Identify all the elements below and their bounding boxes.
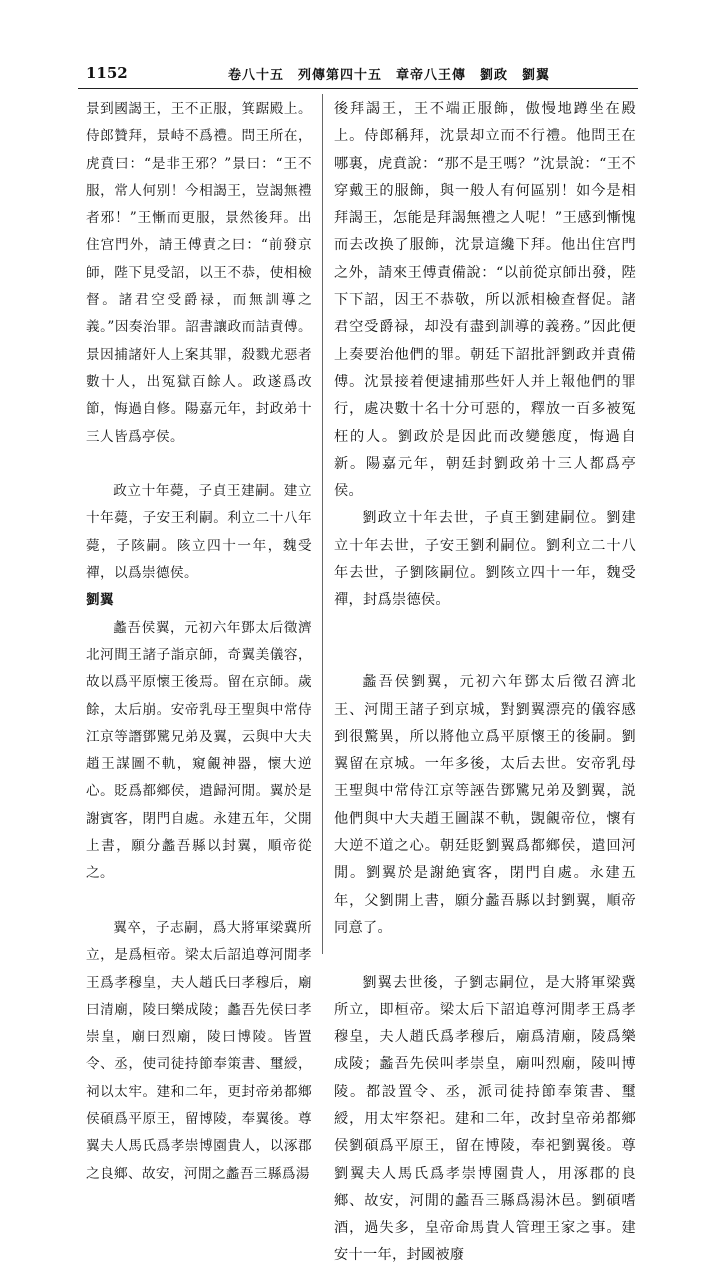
classical-text-column: [86, 96, 312, 1188]
classical-paragraph-3: 蠡吾侯翼，元初六年鄧太后徵濟北河間王諸子詣京師，奇翼美儀容，故以爲平原懷王後焉。留在京師。歲餘，太后崩。安帝乳母王聖與中常侍江京等譖鄧騭兄弟及翼，云與中大夫趙王謀圖不軌，窺覦神器，懷大逆心。貶爲都鄉侯，遣歸河閒。翼於是謝賓客，閉門自處。永建五年，父開上書，願分蠡吾縣以封翼，順帝從之。: [86, 619, 312, 882]
running-head: 卷八十五 列傳第四十五 章帝八王傳 劉政 劉翼: [228, 68, 551, 83]
translation-column: [334, 96, 636, 1270]
section-title: 劉翼: [86, 592, 114, 609]
translation-paragraph-1: 後拜謁王，王不端正服飾，傲慢地蹲坐在殿上。侍郎稱拜，沈景却立而不行禮。他問王在哪裏，虎賁說：“那不是王嗎？”沈景說：“王不穿戴王的服飾，與一般人有何區别！如今是相拜謁王，怎能是拜謁無禮之人呢！”王感到慚愧而去改换了服飾，沈景這纔下拜。他出住宫門之外，請來王傅責備說：“以前從京師出發，陛下下詔，因王不恭敬，所以派相檢查督促。諸君空受爵禄，却没有盡到訓導的義務。”因此便上奏要治他們的罪。朝廷下詔批評劉政并責備傅。沈景接着便逮捕那些奸人并上報他們的罪行，處决數十名十分可惡的，釋放一百多被冤枉的人。劉政於是因此而改變態度，悔過自新。陽嘉元年，朝廷封劉政弟十三人都爲亭侯。: [334, 101, 636, 500]
classical-paragraph-2: 政立十年薨，子貞王建嗣。建立十年薨，子安王利嗣。利立二十八年薨，子陔嗣。陔立四十一年，魏受禪，以爲崇德侯。: [86, 483, 312, 582]
header-rule: [78, 88, 638, 89]
translation-paragraph-4: 劉翼去世後，子劉志嗣位，是大將軍梁冀所立，即桓帝。梁太后下詔追尊河閒孝王爲孝穆皇，夫人趙氏爲孝穆后，廟爲清廟，陵爲樂成陵；蠡吾先侯叫孝崇皇，廟叫烈廟，陵叫博陵。都設置令、丞，派司徒持節奉策書、璽綬，用太牢祭祀。建和二年，改封皇帝弟都鄉侯劉碩爲平原王，留在博陵，奉祀劉翼後。尊劉翼夫人馬氏爲孝崇博園貴人，用涿郡的良鄉、故安，河閒的蠡吾三縣爲湯沐邑。劉碩嗜酒，過失多，皇帝命馬貴人管理王家之事。建安十一年，封國被廢: [334, 974, 636, 1264]
translation-paragraph-2: 劉政立十年去世，子貞王劉建嗣位。劉建立十年去世，子安王劉利嗣位。劉利立二十八年去世，子劉陔嗣位。劉陔立四十一年，魏受禪，封爲崇德侯。: [334, 510, 636, 609]
page-number: 1152: [86, 64, 128, 82]
column-divider: [322, 94, 323, 954]
translation-paragraph-3: 蠡吾侯劉翼，元初六年鄧太后徵召濟北王、河閒王諸子到京城，對劉翼漂亮的儀容感到很驚異，所以將他立爲平原懷王的後嗣。劉翼留在京城。一年多後，太后去世。安帝乳母王聖與中常侍江京等誣告鄧騭兄弟及劉翼，説他們與中大夫趙王圖謀不軌，覬覦帝位，懷有大逆不道之心。朝廷貶劉翼爲都鄉侯，遣回河閒。劉翼於是謝絶賓客，閉門自處。永建五年，父劉開上書，願分蠡吾縣以封劉翼，順帝同意了。: [334, 674, 636, 936]
classical-paragraph-4: 翼卒，子志嗣，爲大將軍梁冀所立，是爲桓帝。梁太后詔追尊河閒孝王爲孝穆皇，夫人趙氏曰孝穆后，廟曰清廟，陵曰樂成陵；蠡吾先侯曰孝崇皇，廟曰烈廟，陵曰博陵。皆置令、丞，使司徒持節奉策書、璽綬，祠以太牢。建和二年，更封帝弟都鄉侯碩爲平原王，留博陵，奉翼後。尊翼夫人馬氏爲孝崇博園貴人，以涿郡之良鄉、故安，河閒之蠡吾三縣爲湯: [86, 919, 312, 1182]
classical-paragraph-1: 景到國謁王，王不正服，箕踞殿上。侍郎贊拜，景峙不爲禮。問王所在，虎賁曰：“是非王邪？”景曰：“王不服，常人何别！今相謁王，豈謁無禮者邪！”王慚而更服，景然後拜。出住宫門外，請王傅責之曰：“前發京師，陛下見受詔，以王不恭，使相檢督。諸君空受爵禄，而無訓導之義。”因奏治罪。詔書讓政而詰責傅。景因捕諸奸人上案其罪，殺戮尤惡者數十人，出冤獄百餘人。政遂爲改節，悔過自修。陽嘉元年，封政弟十三人皆爲亭侯。: [86, 101, 312, 445]
